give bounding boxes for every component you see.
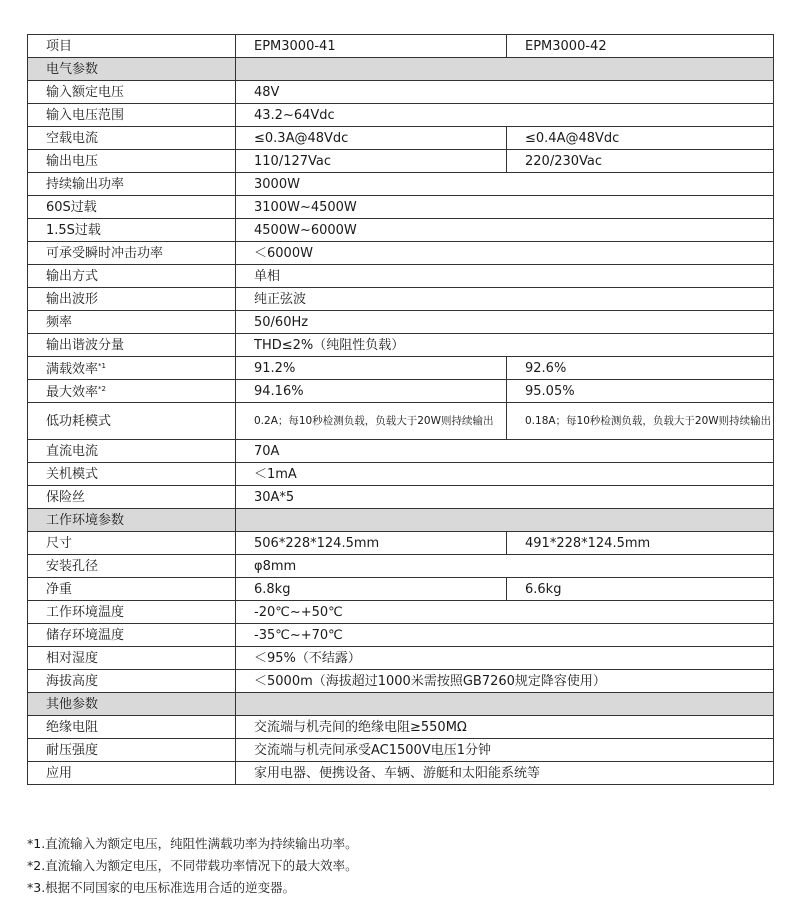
table-row bbox=[28, 265, 774, 288]
row-value: 30A*5 bbox=[236, 486, 774, 509]
row-label: 尺寸 bbox=[28, 532, 236, 555]
header-model-b: EPM3000-42 bbox=[507, 35, 774, 58]
row-label: 60S过载 bbox=[28, 196, 236, 219]
row-value: 3000W bbox=[236, 173, 774, 196]
row-value: ＜6000W bbox=[236, 242, 774, 265]
table-row bbox=[28, 219, 774, 242]
row-label: 输出波形 bbox=[28, 288, 236, 311]
row-label: 1.5S过载 bbox=[28, 219, 236, 242]
section-title: 其他参数 bbox=[28, 693, 236, 716]
row-value: 70A bbox=[236, 440, 774, 463]
row-value-a: ≤0.3A@48Vdc bbox=[236, 127, 507, 150]
table-row bbox=[28, 403, 774, 440]
table-row bbox=[28, 739, 774, 762]
row-value-b: 491*228*124.5mm bbox=[507, 532, 774, 555]
table-row bbox=[28, 555, 774, 578]
row-value: 4500W~6000W bbox=[236, 219, 774, 242]
row-label: 输入电压范围 bbox=[28, 104, 236, 127]
row-value-a: 94.16% bbox=[236, 380, 507, 403]
row-label: 可承受瞬时冲击功率 bbox=[28, 242, 236, 265]
row-value-a: 110/127Vac bbox=[236, 150, 507, 173]
header-item: 项目 bbox=[28, 35, 236, 58]
row-value-b: 6.6kg bbox=[507, 578, 774, 601]
row-value: -35℃~+70℃ bbox=[236, 624, 774, 647]
row-value-a: 91.2% bbox=[236, 357, 507, 380]
row-value-a: 0.2A；每10秒检测负载，负载大于20W则持续输出 bbox=[236, 403, 507, 440]
section-other bbox=[28, 693, 774, 716]
row-value: 家用电器、便携设备、车辆、游艇和太阳能系统等 bbox=[236, 762, 774, 785]
footnote-1: *1.直流输入为额定电压，纯阻性满载功率为持续输出功率。 bbox=[27, 836, 358, 851]
footnote-3: *3.根据不同国家的电压标准选用合适的逆变器。 bbox=[27, 880, 296, 895]
section-title: 工作环境参数 bbox=[28, 509, 236, 532]
table-row bbox=[28, 601, 774, 624]
row-label: 绝缘电阻 bbox=[28, 716, 236, 739]
footnotes bbox=[27, 833, 358, 899]
section-environment bbox=[28, 509, 774, 532]
footnote-ref: *2 bbox=[98, 385, 106, 393]
table-row bbox=[28, 173, 774, 196]
table-row bbox=[28, 242, 774, 265]
table-row bbox=[28, 357, 774, 380]
row-value: 交流端与机壳间的绝缘电阻≥550MΩ bbox=[236, 716, 774, 739]
row-value: ＜1mA bbox=[236, 463, 774, 486]
footnote-2: *2.直流输入为额定电压，不同带载功率情况下的最大效率。 bbox=[27, 858, 358, 873]
row-value-a: 6.8kg bbox=[236, 578, 507, 601]
table-row bbox=[28, 334, 774, 357]
row-label: 安装孔径 bbox=[28, 555, 236, 578]
row-value-b: ≤0.4A@48Vdc bbox=[507, 127, 774, 150]
table-row bbox=[28, 196, 774, 219]
row-value-b: 220/230Vac bbox=[507, 150, 774, 173]
row-value: -20℃~+50℃ bbox=[236, 601, 774, 624]
row-value: 48V bbox=[236, 81, 774, 104]
row-label: 满载效率 bbox=[46, 362, 99, 377]
section-title: 电气参数 bbox=[28, 58, 236, 81]
table-row bbox=[28, 440, 774, 463]
footnote-ref: *1 bbox=[98, 362, 106, 370]
row-label: 应用 bbox=[28, 762, 236, 785]
row-label-cell bbox=[28, 380, 236, 403]
section-electrical bbox=[28, 58, 774, 81]
row-value: φ8mm bbox=[236, 555, 774, 578]
table-row bbox=[28, 532, 774, 555]
table-row bbox=[28, 311, 774, 334]
row-value-b: 92.6% bbox=[507, 357, 774, 380]
row-value: ＜95%（不结露） bbox=[236, 647, 774, 670]
table-row bbox=[28, 104, 774, 127]
row-label-cell bbox=[28, 357, 236, 380]
row-label: 输出谐波分量 bbox=[28, 334, 236, 357]
table-row bbox=[28, 81, 774, 104]
row-value: THD≤2%（纯阻性负载） bbox=[236, 334, 774, 357]
row-label: 关机模式 bbox=[28, 463, 236, 486]
table-row bbox=[28, 647, 774, 670]
table-row bbox=[28, 578, 774, 601]
row-label: 保险丝 bbox=[28, 486, 236, 509]
row-label: 低功耗模式 bbox=[28, 403, 236, 440]
row-label: 相对湿度 bbox=[28, 647, 236, 670]
row-value: 交流端与机壳间承受AC1500V电压1分钟 bbox=[236, 739, 774, 762]
header-model-a: EPM3000-41 bbox=[236, 35, 507, 58]
table-row bbox=[28, 463, 774, 486]
row-label: 净重 bbox=[28, 578, 236, 601]
table-row bbox=[28, 486, 774, 509]
header-row bbox=[28, 35, 774, 58]
table-row bbox=[28, 762, 774, 785]
row-value-b: 0.18A；每10秒检测负载，负载大于20W则持续输出 bbox=[507, 403, 774, 440]
row-value: 单相 bbox=[236, 265, 774, 288]
row-label: 输出方式 bbox=[28, 265, 236, 288]
table-row bbox=[28, 288, 774, 311]
row-label: 持续输出功率 bbox=[28, 173, 236, 196]
spec-table bbox=[27, 34, 774, 785]
row-value: 纯正弦波 bbox=[236, 288, 774, 311]
row-value: ＜5000m（海拔超过1000米需按照GB7260规定降容使用） bbox=[236, 670, 774, 693]
row-label: 频率 bbox=[28, 311, 236, 334]
row-label: 直流电流 bbox=[28, 440, 236, 463]
row-value: 43.2~64Vdc bbox=[236, 104, 774, 127]
table-row bbox=[28, 150, 774, 173]
row-label: 耐压强度 bbox=[28, 739, 236, 762]
row-label: 工作环境温度 bbox=[28, 601, 236, 624]
row-label: 空载电流 bbox=[28, 127, 236, 150]
row-label: 输入额定电压 bbox=[28, 81, 236, 104]
table-row bbox=[28, 716, 774, 739]
row-value-a: 506*228*124.5mm bbox=[236, 532, 507, 555]
row-value: 50/60Hz bbox=[236, 311, 774, 334]
table-row bbox=[28, 380, 774, 403]
row-label: 输出电压 bbox=[28, 150, 236, 173]
table-row bbox=[28, 670, 774, 693]
row-label: 最大效率 bbox=[46, 385, 99, 400]
row-label: 海拔高度 bbox=[28, 670, 236, 693]
row-value-b: 95.05% bbox=[507, 380, 774, 403]
table-row bbox=[28, 127, 774, 150]
row-value: 3100W~4500W bbox=[236, 196, 774, 219]
row-label: 储存环境温度 bbox=[28, 624, 236, 647]
table-row bbox=[28, 624, 774, 647]
